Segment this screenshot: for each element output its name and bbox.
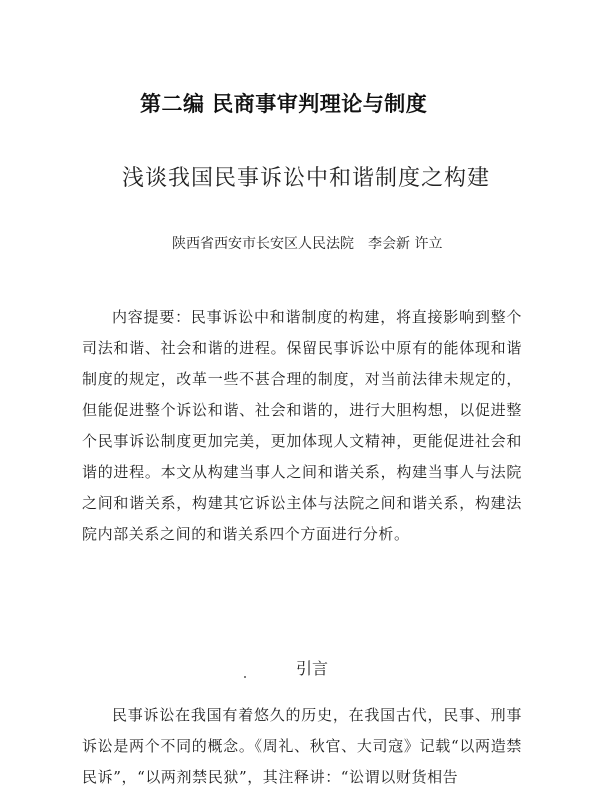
abstract-text: 民事诉讼中和谐制度的构建，将直接影响到整个司法和谐、社会和谐的进程。保留民事诉讼中原有的能体现和谐制度的规定，改革一些不甚合理的制度，对当前法律未规定的，但能促进整个诉讼和谐、社会和谐的，进行大胆构想，以促进整个民事诉讼制度更加完美，更加体现人文精神，更能促进社会和谐的进程。本文从构建当事人之间和谐关系，构建当事人与法院之间和谐关系，构建其它诉讼主体与法院之间和谐关系，构建法院内部关系之间的和谐关系四个方面进行分析。 xyxy=(82,308,522,543)
abstract-label: 内容提要： xyxy=(112,308,191,326)
section-heading-text: 引言 xyxy=(295,659,328,678)
body-paragraph: 民事诉讼在我国有着悠久的历史，在我国古代，民事、刑事诉讼是两个不同的概念。《周礼、秋官、大司寇》记载“以两造禁民诉”，“以两剂禁民狱”，其注释讲：“讼谓以财货相告 xyxy=(82,706,522,786)
author-line xyxy=(172,233,442,253)
abstract xyxy=(82,302,522,550)
part-title: 第二编 民商事审判理论与制度 xyxy=(140,92,428,116)
section-heading xyxy=(0,656,600,679)
author-affiliation: 陕西省西安市长安区人民法院 xyxy=(172,236,354,252)
body-text xyxy=(82,700,522,793)
author-names: 李会新 许立 xyxy=(368,236,443,252)
article-title: 浅谈我国民事诉讼中和谐制度之构建 xyxy=(122,166,491,191)
